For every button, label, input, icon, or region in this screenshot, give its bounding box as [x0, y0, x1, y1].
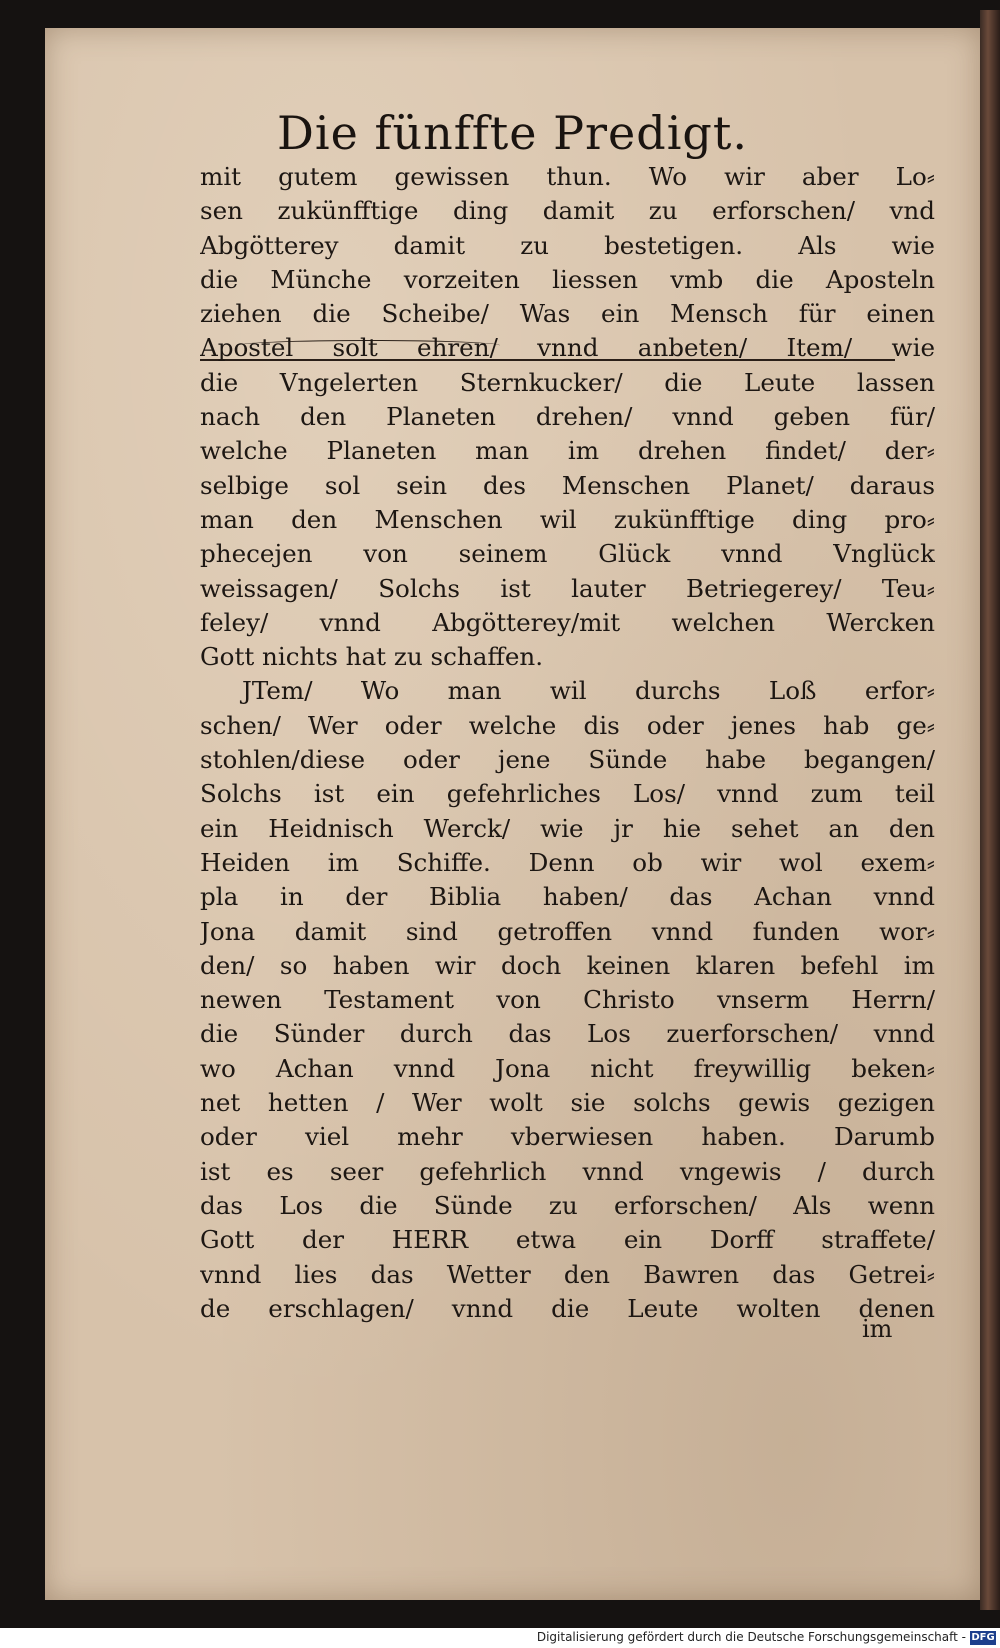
- text-line: de erschlagen/ vnnd die Leute wolten denen: [200, 1293, 935, 1323]
- text-line: vnnd lies das Wetter den Bawren das Getrei⸗: [200, 1259, 935, 1289]
- text-line: Heiden im Schiffe. Denn ob wir wol exem⸗: [200, 847, 935, 877]
- paragraph-start-line: JTem/ Wo man wil durchs Loß erfor⸗: [242, 676, 935, 706]
- text-line: den/ so haben wir doch keinen klaren befehl im: [200, 950, 935, 980]
- text-line: ist es seer gefehrlich vnnd vngewis / durch: [200, 1156, 935, 1186]
- text-line: weissagen/ Solchs ist lauter Betriegerey/ Teu⸗: [200, 573, 935, 603]
- text-line: mit gutem gewissen thun. Wo wir aber Lo⸗: [200, 162, 935, 191]
- text-line: die Sünder durch das Los zuerforschen/ vnnd: [200, 1019, 935, 1049]
- text-line: oder viel mehr vberwiesen haben. Darumb: [200, 1122, 935, 1152]
- text-line: newen Testament von Christo vnserm Herrn/: [200, 985, 935, 1015]
- text-line: Gott nichts hat zu schaffen.: [200, 642, 544, 672]
- text-line: selbige sol sein des Menschen Planet/ daraus: [200, 470, 935, 500]
- dfg-logo: DFG: [971, 1632, 995, 1643]
- text-line: das Los die Sünde zu erforschen/ Als wenn: [200, 1190, 935, 1220]
- text-line: phecejen von seinem Glück vnnd Vnglück: [200, 539, 935, 569]
- text-block: [200, 160, 935, 1326]
- text-line: Jona damit sind getroffen vnnd funden wor⸗: [200, 916, 935, 946]
- book-edge: [980, 10, 1000, 1610]
- running-head: Die fünffte Predigt.: [277, 106, 748, 160]
- text-line: schen/ Wer oder welche dis oder jenes hab ge⸗: [200, 710, 935, 740]
- text-line: die Vngelerten Sternkucker/ die Leute lassen: [200, 367, 935, 397]
- text-line: welche Planeten man im drehen findet/ der⸗: [200, 436, 935, 466]
- text-line: stohlen/diese oder jene Sünde habe begangen/: [200, 745, 935, 775]
- text-line: Solchs ist ein gefehrliches Los/ vnnd zum teil: [200, 779, 935, 809]
- text-line: nach den Planeten drehen/ vnnd geben für/: [200, 402, 935, 432]
- text-line: net hetten / Wer wolt sie solchs gewis gezigen: [200, 1088, 935, 1118]
- catchword: im: [862, 1315, 893, 1343]
- text-line: man den Menschen wil zukünfftige ding pro⸗: [200, 504, 935, 534]
- text-line: feley/ vnnd Abgötterey/mit welchen Wercken: [200, 607, 935, 637]
- text-line: Abgötterey damit zu bestetigen. Als wie: [200, 230, 935, 260]
- text-line: Apostel solt ehren/ vnnd anbeten/ Item/ wie: [200, 333, 935, 363]
- text-line: wo Achan vnnd Jona nicht freywillig beken⸗: [200, 1053, 935, 1083]
- text-line: ziehen die Scheibe/ Was ein Mensch für einen: [200, 299, 935, 329]
- text-line: Gott der HERR etwa ein Dorff straffete/: [200, 1225, 935, 1255]
- text-line: sen zukünfftige ding damit zu erforschen/ vnd: [200, 196, 935, 226]
- text-line: die Münche vorzeiten liessen vmb die Aposteln: [200, 264, 935, 294]
- digitization-credit: Digitalisierung gefördert durch die Deutsche Forschungsgemeinschaft -: [536, 1630, 966, 1644]
- text-line: ein Heidnisch Werck/ wie jr hie sehet an den: [200, 813, 935, 843]
- text-line: pla in der Biblia haben/ das Achan vnnd: [200, 882, 935, 912]
